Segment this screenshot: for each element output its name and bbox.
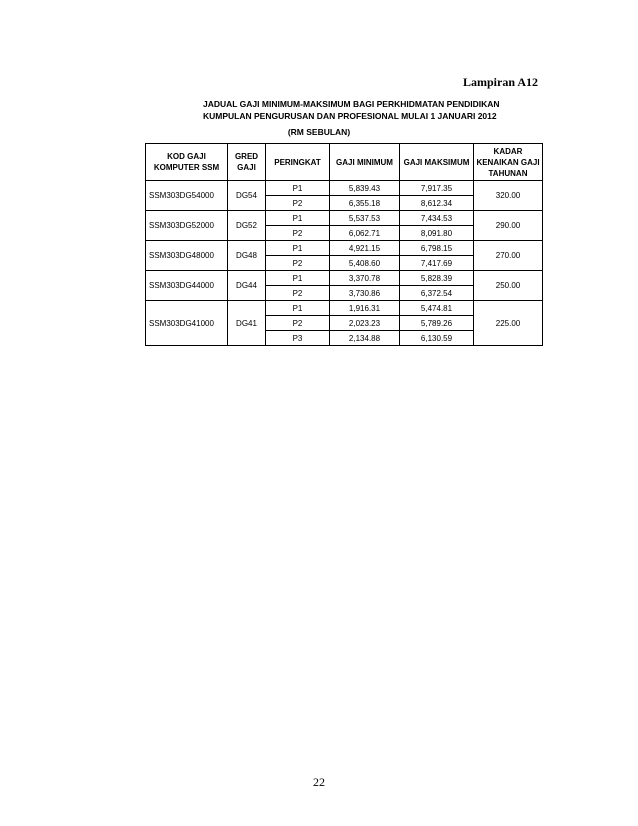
kod-gaji-cell: SSM303DG48000 [146, 241, 228, 271]
peringkat-cell: P2 [266, 256, 330, 271]
peringkat-cell: P1 [266, 301, 330, 316]
gaji-maksimum-cell: 5,828.39 [400, 271, 474, 286]
gaji-maksimum-cell: 5,789.26 [400, 316, 474, 331]
gaji-minimum-cell: 3,730.86 [330, 286, 400, 301]
table-row [146, 211, 543, 226]
gaji-minimum-cell: 3,370.78 [330, 271, 400, 286]
salary-table [145, 143, 543, 346]
kod-gaji-cell: SSM303DG54000 [146, 181, 228, 211]
gaji-minimum-cell: 5,408.60 [330, 256, 400, 271]
gaji-maksimum-cell: 8,612.34 [400, 196, 474, 211]
gaji-minimum-cell: 2,134.88 [330, 331, 400, 346]
table-title-line1: JADUAL GAJI MINIMUM-MAKSIMUM BAGI PERKHIDMATAN PENDIDIKAN [203, 99, 500, 109]
appendix-label: Lampiran A12 [462, 75, 538, 89]
page-number: 22 [313, 775, 325, 789]
peringkat-cell: P3 [266, 331, 330, 346]
table-row [146, 241, 543, 256]
gaji-maksimum-cell: 6,130.59 [400, 331, 474, 346]
table-header-row [146, 144, 543, 181]
kadar-kenaikan-cell: 320.00 [474, 181, 543, 211]
kod-gaji-cell: SSM303DG52000 [146, 211, 228, 241]
gaji-maksimum-cell: 7,917.35 [400, 181, 474, 196]
table-body [146, 181, 543, 346]
currency-unit: (RM SEBULAN) [287, 127, 351, 137]
gaji-maksimum-cell: 7,434.53 [400, 211, 474, 226]
peringkat-cell: P2 [266, 226, 330, 241]
gaji-minimum-cell: 4,921.15 [330, 241, 400, 256]
gred-gaji-cell: DG44 [228, 271, 266, 301]
table-row [146, 301, 543, 316]
kod-gaji-cell: SSM303DG41000 [146, 301, 228, 346]
kadar-kenaikan-cell: 270.00 [474, 241, 543, 271]
gaji-maksimum-cell: 6,372.54 [400, 286, 474, 301]
gred-gaji-cell: DG41 [228, 301, 266, 346]
peringkat-cell: P2 [266, 316, 330, 331]
gaji-minimum-cell: 6,355.18 [330, 196, 400, 211]
gaji-maksimum-cell: 8,091.80 [400, 226, 474, 241]
table-row [146, 271, 543, 286]
gaji-minimum-cell: 2,023.23 [330, 316, 400, 331]
header-peringkat: PERINGKAT [266, 144, 330, 181]
header-kadar-kenaikan: KADAR KENAIKAN GAJI TAHUNAN [474, 144, 543, 181]
header-gred-gaji: GRED GAJI [228, 144, 266, 181]
table-title [203, 98, 500, 122]
kadar-kenaikan-cell: 250.00 [474, 271, 543, 301]
kadar-kenaikan-cell: 290.00 [474, 211, 543, 241]
gaji-maksimum-cell: 5,474.81 [400, 301, 474, 316]
gaji-maksimum-cell: 6,798.15 [400, 241, 474, 256]
peringkat-cell: P1 [266, 271, 330, 286]
peringkat-cell: P2 [266, 286, 330, 301]
gaji-minimum-cell: 5,537.53 [330, 211, 400, 226]
gaji-minimum-cell: 6,062.71 [330, 226, 400, 241]
peringkat-cell: P1 [266, 241, 330, 256]
gred-gaji-cell: DG52 [228, 211, 266, 241]
kadar-kenaikan-cell: 225.00 [474, 301, 543, 346]
header-kod-gaji: KOD GAJI KOMPUTER SSM [146, 144, 228, 181]
table-row [146, 181, 543, 196]
gaji-maksimum-cell: 7,417.69 [400, 256, 474, 271]
peringkat-cell: P2 [266, 196, 330, 211]
gaji-minimum-cell: 1,916.31 [330, 301, 400, 316]
header-gaji-maksimum: GAJI MAKSIMUM [400, 144, 474, 181]
gred-gaji-cell: DG54 [228, 181, 266, 211]
table-title-line2: KUMPULAN PENGURUSAN DAN PROFESIONAL MULAI 1 JANUARI 2012 [203, 111, 497, 121]
gaji-minimum-cell: 5,839.43 [330, 181, 400, 196]
header-gaji-minimum: GAJI MINIMUM [330, 144, 400, 181]
peringkat-cell: P1 [266, 181, 330, 196]
kod-gaji-cell: SSM303DG44000 [146, 271, 228, 301]
peringkat-cell: P1 [266, 211, 330, 226]
gred-gaji-cell: DG48 [228, 241, 266, 271]
